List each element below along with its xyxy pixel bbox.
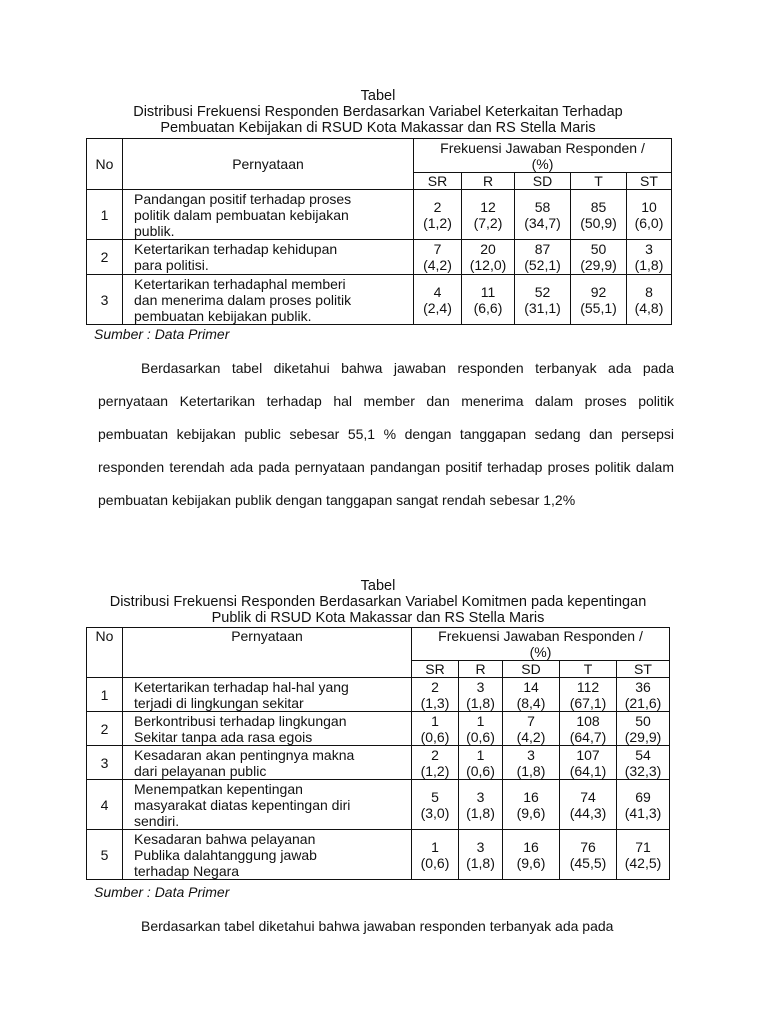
row-statement: [123, 190, 414, 240]
freq-count: 3: [476, 838, 485, 855]
freq-cell-sr: [412, 746, 459, 780]
freq-count: 2: [433, 198, 442, 215]
freq-cell-r: [462, 190, 515, 240]
freq-cell-st: [617, 712, 670, 746]
paragraph-line: sebesar 1,2%: [489, 492, 576, 508]
table1: [86, 138, 672, 325]
table1-scale-r: R: [462, 173, 515, 190]
freq-percent: (3,0): [420, 804, 450, 821]
freq-line2: (%): [529, 644, 552, 660]
table1-source: Sumber : Data Primer: [94, 326, 230, 342]
freq-cell-sr: [414, 190, 462, 240]
row-number: 1: [87, 190, 123, 240]
paragraph-line: Berdasarkan tabel diketahui bahwa jawaban responden terbanyak ada pada: [141, 360, 674, 376]
freq-count: 7: [527, 712, 535, 729]
freq-count: 1: [476, 712, 485, 729]
table1-header-frequency: [414, 139, 672, 173]
statement-line: Ketertarikan terhadap kehidupan: [134, 241, 338, 257]
statement-line: Ketertarikan terhadap hal-hal yang: [134, 678, 349, 695]
freq-cell-t: [560, 830, 617, 880]
freq-count: 92: [590, 283, 607, 300]
freq-cell-r: [462, 240, 515, 275]
freq-count: 11: [480, 283, 496, 300]
freq-cell-st: [617, 780, 670, 830]
table-row: [87, 712, 670, 746]
freq-percent: (1,8): [634, 257, 664, 273]
freq-percent: (32,3): [624, 762, 662, 779]
statement-line: Kesadaran akan pentingnya makna: [134, 746, 355, 763]
freq-percent: (6,6): [473, 299, 503, 316]
freq-count: 76: [580, 838, 596, 855]
freq-cell-r: [462, 275, 515, 325]
freq-cell-sr: [412, 830, 459, 880]
table2-scale-sr: SR: [412, 661, 459, 678]
freq-cell-st: [627, 240, 672, 275]
freq-cell-t: [560, 780, 617, 830]
freq-count: 3: [645, 241, 653, 257]
table-row: [87, 678, 670, 712]
statement-line: Menempatkan kepentingan: [134, 780, 303, 797]
row-number: 5: [87, 830, 123, 880]
table2-header-statement: Pernyataan: [123, 628, 412, 678]
freq-count: 36: [635, 678, 651, 695]
freq-percent: (55,1): [580, 299, 617, 316]
freq-count: 12: [480, 198, 496, 215]
table2-scale-st: ST: [617, 661, 670, 678]
statement-line: Publika dalahtanggung jawab: [134, 846, 317, 863]
freq-percent: (34,7): [524, 214, 561, 231]
row-statement: [123, 275, 414, 325]
freq-percent: (29,9): [580, 257, 617, 273]
table1-scale-sr: SR: [414, 173, 462, 190]
row-statement: [123, 712, 412, 746]
table2-title-line2: Publik di RSUD Kota Makassar dan RS Stella Maris: [211, 610, 545, 626]
freq-count: 87: [534, 241, 551, 257]
freq-percent: (0,6): [466, 728, 495, 745]
table-row: [87, 240, 672, 275]
freq-percent: (6,0): [634, 214, 664, 231]
statement-line: Kesadaran bahwa pelayanan: [134, 830, 316, 847]
paragraph-line: pembuatan kebijakan public sebesar 55,1 % dengan tanggapan sedang dan: [98, 426, 613, 442]
freq-percent: (42,5): [624, 854, 662, 871]
freq-percent: (29,9): [624, 728, 662, 745]
freq-percent: (1,8): [466, 804, 495, 821]
freq-cell-st: [627, 275, 672, 325]
statement-line: dari pelayanan public: [134, 762, 267, 779]
row-number: 4: [87, 780, 123, 830]
freq-count: 3: [476, 678, 485, 695]
freq-count: 20: [480, 241, 496, 257]
freq-percent: (52,1): [524, 257, 561, 273]
table1-title-line2: Pembuatan Kebijakan di RSUD Kota Makassar dan RS Stella Maris: [160, 120, 596, 136]
row-number: 3: [87, 275, 123, 325]
freq-line2: (%): [531, 155, 554, 172]
statement-line: Sekitar tanpa ada rasa egois: [134, 728, 313, 745]
statement-line: terhadap Negara: [134, 862, 240, 879]
freq-cell-sd: [503, 780, 560, 830]
freq-count: 58: [534, 198, 551, 215]
freq-cell-sd: [515, 190, 571, 240]
freq-cell-t: [560, 678, 617, 712]
freq-percent: (7,2): [473, 214, 503, 231]
freq-percent: (0,6): [420, 854, 450, 871]
freq-count: 14: [523, 678, 539, 695]
table2-title-line1: Distribusi Frekuensi Responden Berdasarkan Variabel Komitmen pada kepentingan: [109, 594, 647, 610]
table-row: [87, 780, 670, 830]
table1-header-statement: Pernyataan: [123, 139, 414, 190]
freq-cell-r: [459, 712, 503, 746]
freq-count: 5: [431, 788, 439, 805]
freq-count: 16: [523, 838, 539, 855]
freq-percent: (1,8): [466, 854, 495, 871]
row-number: 3: [87, 746, 123, 780]
freq-percent: (41,3): [624, 804, 662, 821]
table-row: [87, 830, 670, 880]
freq-count: 7: [433, 241, 442, 257]
freq-percent: (50,9): [580, 214, 617, 231]
freq-count: 1: [431, 838, 439, 855]
freq-cell-t: [571, 275, 627, 325]
statement-line: publik.: [134, 222, 175, 239]
freq-cell-sd: [503, 712, 560, 746]
freq-percent: (45,5): [569, 854, 607, 871]
row-statement: [123, 780, 412, 830]
freq-count: 54: [635, 746, 651, 763]
freq-count: 74: [580, 788, 596, 805]
table-row: [87, 275, 672, 325]
freq-count: 2: [431, 678, 439, 695]
freq-count: 50: [590, 241, 607, 257]
freq-count: 10: [641, 198, 657, 215]
freq-count: 52: [534, 283, 551, 300]
table2-header-no: No: [87, 628, 123, 678]
freq-count: 69: [635, 788, 651, 805]
row-number: 2: [87, 240, 123, 275]
statement-line: pembuatan kebijakan publik.: [134, 307, 312, 324]
freq-percent: (0,6): [420, 728, 450, 745]
freq-cell-sd: [515, 240, 571, 275]
freq-percent: (1,8): [516, 762, 546, 779]
freq-cell-sd: [515, 275, 571, 325]
freq-cell-r: [459, 830, 503, 880]
row-number: 2: [87, 712, 123, 746]
row-statement: [123, 678, 412, 712]
table-row: [87, 190, 672, 240]
freq-percent: (64,7): [569, 728, 607, 745]
statement-line: masyarakat diatas kepentingan diri: [134, 796, 351, 813]
table1-title-line1: Distribusi Frekuensi Responden Berdasarkan Variabel Keterkaitan Terhadap: [133, 104, 623, 120]
statement-line: politik dalam pembuatan kebijakan: [134, 206, 349, 223]
freq-count: 85: [590, 198, 607, 215]
freq-percent: (12,0): [469, 257, 507, 273]
freq-count: 50: [635, 712, 651, 729]
table2-scale-t: T: [560, 661, 617, 678]
freq-percent: (1,2): [420, 762, 450, 779]
table2-label: Tabel: [360, 578, 396, 594]
table2-scale-sd: SD: [503, 661, 560, 678]
row-statement: [123, 240, 414, 275]
freq-percent: (9,6): [516, 804, 546, 821]
paragraph-line: persepsi responden terendah ada pada pernyataan pandangan positif terhadap: [98, 426, 674, 475]
paragraph-2: Berdasarkan tabel diketahui bahwa jawaban responden terbanyak ada pada: [141, 918, 614, 934]
freq-count: 71: [635, 838, 651, 855]
freq-count: 1: [431, 712, 439, 729]
freq-count: 2: [431, 746, 439, 763]
freq-percent: (8,4): [516, 694, 546, 711]
freq-percent: (31,1): [524, 299, 561, 316]
table2: [86, 627, 670, 880]
row-statement: [123, 830, 412, 880]
paragraph-1: [98, 352, 674, 517]
table1-scale-sd: SD: [515, 173, 571, 190]
table2-header-frequency: [412, 628, 670, 661]
row-statement: [123, 746, 412, 780]
freq-count: 107: [576, 746, 600, 763]
row-number: 1: [87, 678, 123, 712]
freq-count: 8: [645, 283, 653, 300]
freq-cell-t: [560, 712, 617, 746]
freq-cell-t: [560, 746, 617, 780]
freq-cell-t: [571, 240, 627, 275]
paragraph-line: pernyataan Ketertarikan terhadap hal member dan menerima dalam proses politik: [98, 393, 674, 409]
freq-line1: Frekuensi Jawaban Responden /: [438, 628, 643, 644]
freq-percent: (4,8): [634, 299, 664, 316]
freq-cell-st: [627, 190, 672, 240]
table1-header-no: No: [87, 139, 123, 190]
freq-percent: (9,6): [516, 854, 546, 871]
freq-count: 16: [523, 788, 539, 805]
statement-line: para politisi.: [134, 257, 209, 273]
paragraph-line: proses politik dalam pembuatan kebijakan publik dengan tanggapan sangat rendah: [98, 459, 674, 508]
table1-scale-st: ST: [627, 173, 672, 190]
table1-caption: [86, 88, 670, 136]
freq-cell-r: [459, 746, 503, 780]
freq-percent: (67,1): [569, 694, 607, 711]
statement-line: terjadi di lingkungan sekitar: [134, 694, 304, 711]
freq-count: 3: [476, 788, 485, 805]
freq-percent: (2,4): [423, 299, 452, 316]
freq-cell-sd: [503, 830, 560, 880]
freq-cell-r: [459, 678, 503, 712]
freq-percent: (4,2): [516, 728, 546, 745]
table-row: [87, 746, 670, 780]
freq-percent: (64,1): [569, 762, 607, 779]
freq-cell-sr: [414, 275, 462, 325]
table2-caption: [86, 578, 670, 626]
freq-cell-sr: [412, 712, 459, 746]
freq-cell-sd: [503, 746, 560, 780]
freq-cell-st: [617, 678, 670, 712]
freq-count: 1: [476, 746, 485, 763]
freq-cell-sr: [412, 678, 459, 712]
freq-cell-r: [459, 780, 503, 830]
freq-cell-st: [617, 746, 670, 780]
freq-percent: (1,3): [420, 694, 450, 711]
freq-line1: Frekuensi Jawaban Responden /: [440, 139, 645, 156]
freq-count: 108: [576, 712, 600, 729]
freq-percent: (1,2): [423, 214, 452, 231]
freq-cell-st: [617, 830, 670, 880]
freq-cell-t: [571, 190, 627, 240]
freq-percent: (4,2): [423, 257, 452, 273]
statement-line: Pandangan positif terhadap proses: [134, 190, 352, 207]
freq-percent: (21,6): [624, 694, 662, 711]
freq-count: 3: [527, 746, 535, 763]
statement-line: dan menerima dalam proses politik: [134, 291, 352, 308]
table2-scale-r: R: [459, 661, 503, 678]
table1-scale-t: T: [571, 173, 627, 190]
freq-cell-sr: [414, 240, 462, 275]
statement-line: sendiri.: [134, 812, 180, 829]
table2-source: Sumber : Data Primer: [94, 884, 230, 900]
freq-cell-sr: [412, 780, 459, 830]
freq-count: 4: [433, 283, 442, 300]
statement-line: Berkontribusi terhadap lingkungan: [134, 712, 347, 729]
freq-cell-sd: [503, 678, 560, 712]
statement-line: Ketertarikan terhadaphal memberi: [134, 275, 346, 292]
freq-percent: (0,6): [466, 762, 495, 779]
freq-percent: (44,3): [569, 804, 607, 821]
freq-percent: (1,8): [466, 694, 495, 711]
table1-label: Tabel: [360, 88, 396, 104]
freq-count: 112: [576, 678, 600, 695]
